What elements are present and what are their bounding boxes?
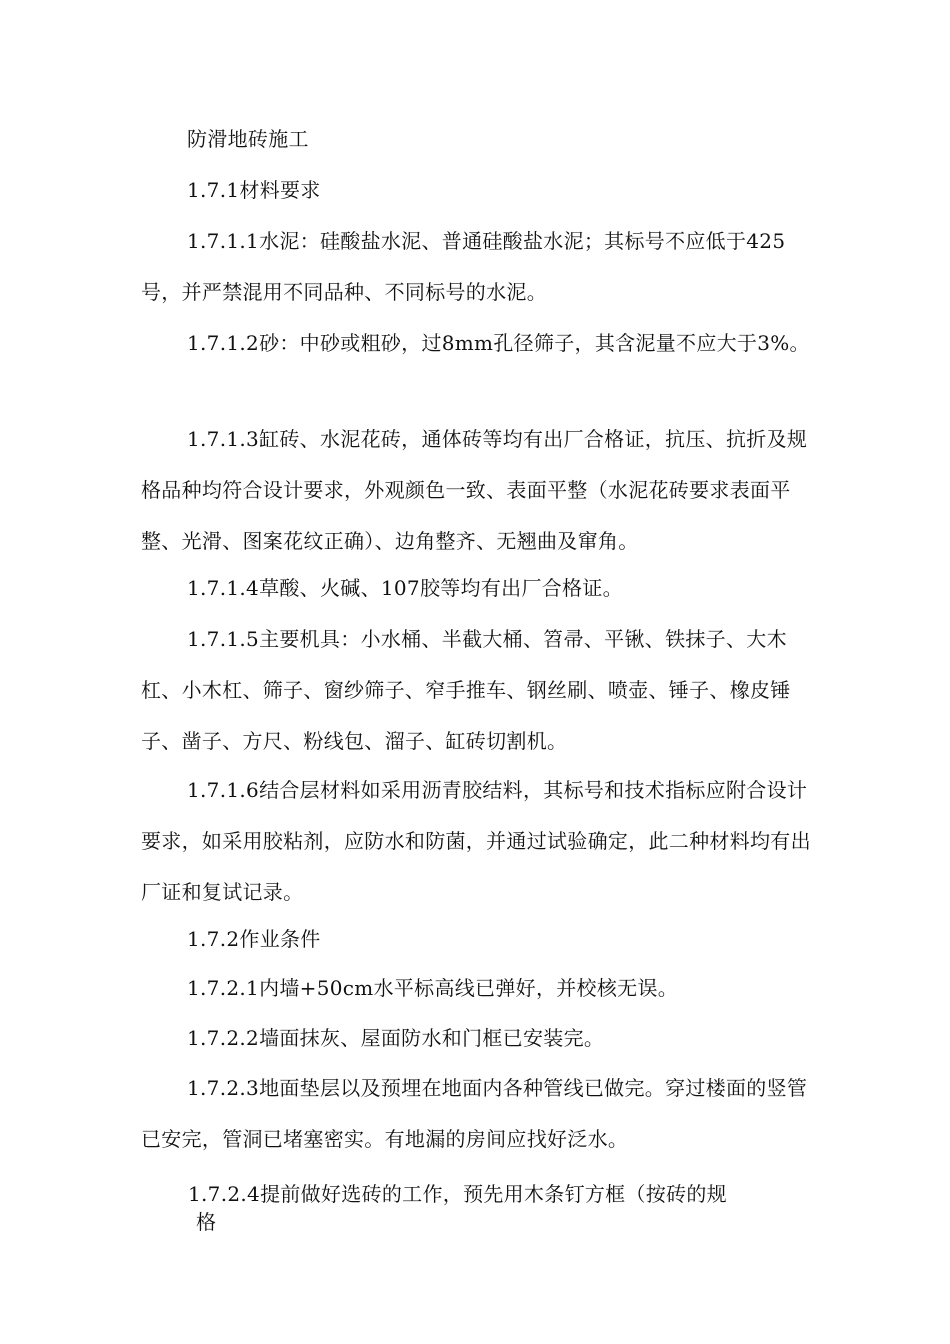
section-title: 防滑地砖施工 bbox=[187, 127, 309, 151]
heading-1-7-1: 1.7.1材料要求 bbox=[187, 178, 321, 202]
paragraph-1-7-1-5: 1.7.1.5主要机具：小水桶、半截大桶、笤帚、平锹、铁抹子、大木杠、小木杠、筛子、窗纱筛子、窄手推车、钢丝刷、喷壶、锤子、橡皮锤子、凿子、方尺、粉线包、溜子、缸砖切割机。 bbox=[141, 627, 791, 753]
paragraph-1-7-1-3: 1.7.1.3缸砖、水泥花砖，通体砖等均有出厂合格证，抗压、抗折及规格品种均符合设计要求，外观颜色一致、表面平整（水泥花砖要求表面平整、光滑、图案花纹正确）、边角整齐、无翘曲及窜角。 bbox=[141, 427, 808, 553]
paragraph-1-7-1-1: 1.7.1.1水泥：硅酸盐水泥、普通硅酸盐水泥；其标号不应低于425号，并严禁混用不同品种、不同标号的水泥。 bbox=[141, 229, 786, 304]
paragraph-1-7-1-2: 1.7.1.2砂：中砂或粗砂，过8mm孔径筛子，其含泥量不应大于3%。 bbox=[187, 331, 810, 355]
paragraph-1-7-2-2: 1.7.2.2墙面抹灰、屋面防水和门框已安装完。 bbox=[187, 1026, 605, 1050]
heading-1-7-2: 1.7.2作业条件 bbox=[187, 927, 321, 951]
paragraph-1-7-2-3: 1.7.2.3地面垫层以及预埋在地面内各种管线已做完。穿过楼面的竖管已安完，管洞已堵塞密实。有地漏的房间应找好泛水。 bbox=[141, 1076, 808, 1151]
paragraph-1-7-1-4: 1.7.1.4草酸、火碱、107胶等均有出厂合格证。 bbox=[187, 576, 623, 600]
paragraph-1-7-2-1: 1.7.2.1内墙+50cm水平标高线已弹好，并校核无误。 bbox=[187, 976, 679, 1000]
paragraph-1-7-2-4-continuation: 格 bbox=[196, 1210, 217, 1234]
paragraph-1-7-2-4 bbox=[188, 1180, 808, 1236]
paragraph-1-7-2-4-line: 1.7.2.4提前做好选砖的工作，预先用木条钉方框（按砖的规 bbox=[188, 1182, 727, 1206]
paragraph-1-7-1-6: 1.7.1.6结合层材料如采用沥青胶结料，其标号和技术指标应附合设计要求，如采用胶粘剂，应防水和防菌，并通过试验确定，此二种材料均有出厂证和复试记录。 bbox=[141, 778, 811, 904]
